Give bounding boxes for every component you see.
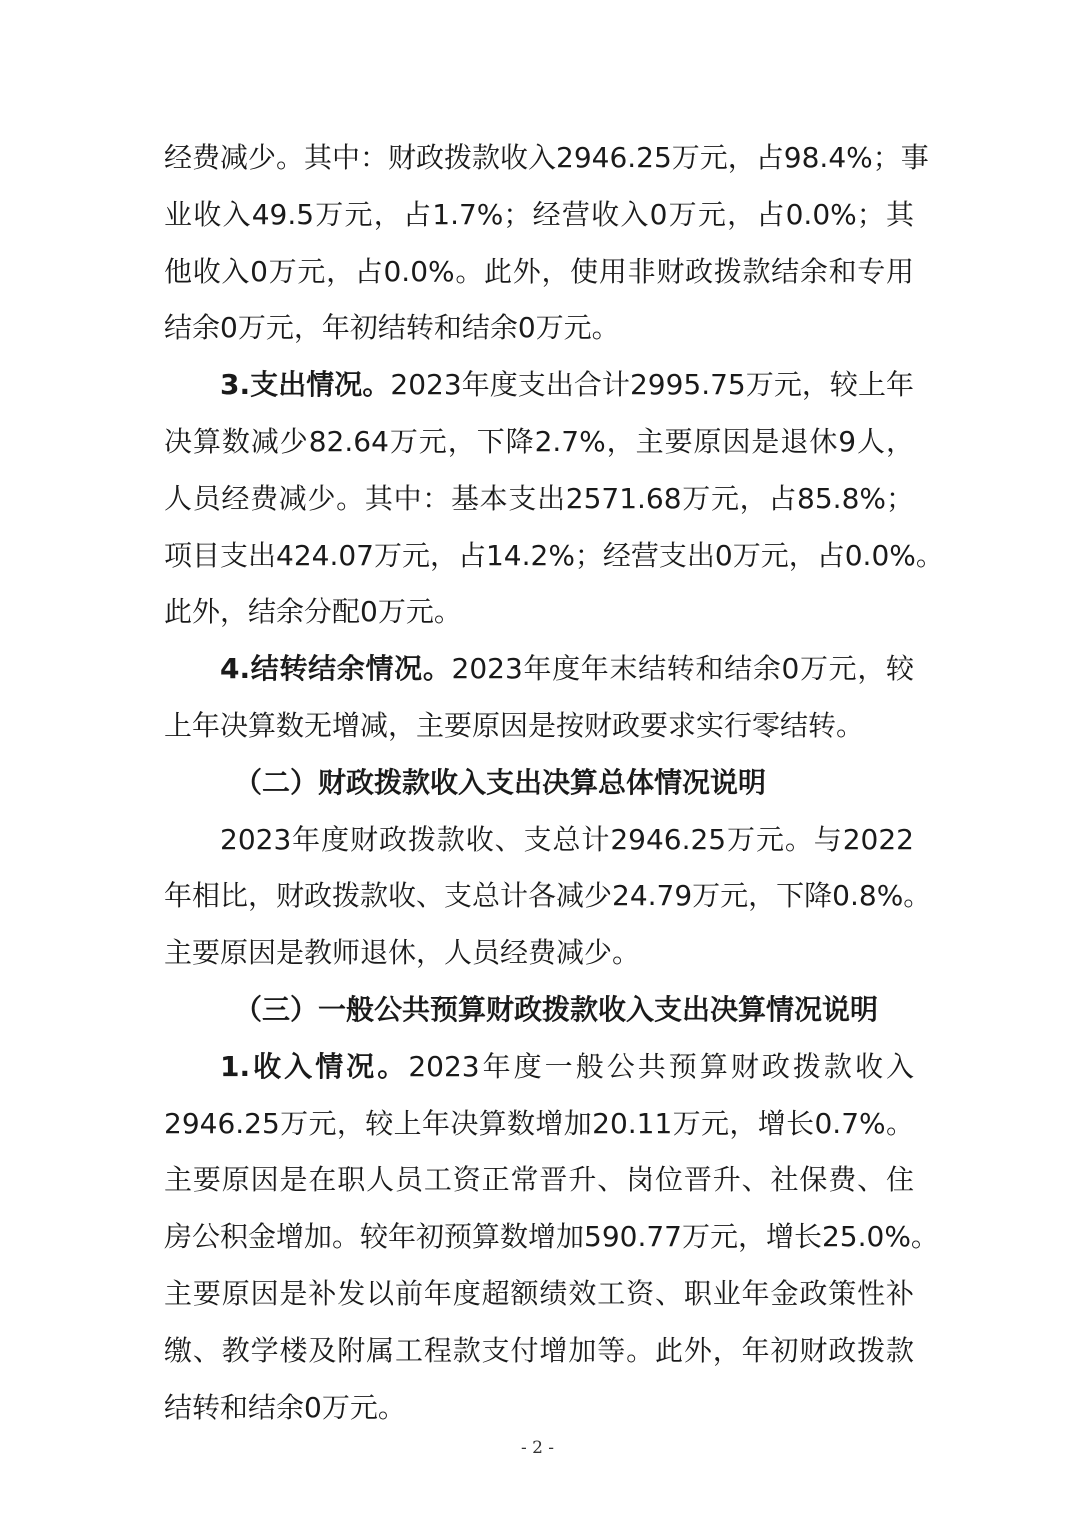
section-heading-3: （三）一般公共预算财政拨款收入支出决算情况说明 — [234, 992, 879, 1026]
text-line: 房公积金增加。较年初预算数增加590.77万元，增长25.0%。 — [164, 1220, 939, 1254]
text-run: 2023年度一般公共预算财政拨款收入 — [408, 1049, 914, 1083]
section-heading-2: （二）财政拨款收入支出决算总体情况说明 — [234, 765, 767, 799]
paragraph-expenditure — [164, 357, 944, 641]
text-line: 业收入49.5万元，占1.7%；经营收入0万元，占0.0%；其 — [164, 197, 914, 231]
paragraph-general-budget-income — [164, 1039, 939, 1437]
text-line — [164, 641, 914, 698]
text-line: 经费减少。其中：财政拨款收入2946.25万元，占98.4%；事 — [164, 141, 929, 174]
text-run: 2023年度支出合计2995.75万元，较上年 — [390, 368, 915, 402]
document-body — [164, 130, 944, 1436]
text-line: 此外，结余分配0万元。 — [164, 595, 462, 629]
section-title: 4.结转结余情况。 — [220, 652, 452, 686]
text-line: 年相比，财政拨款收、支总计各减少24.79万元，下降0.8%。 — [164, 879, 932, 913]
paragraph-income-breakdown — [164, 130, 929, 357]
text-line: 结转和结余0万元。 — [164, 1390, 406, 1424]
paragraph-fiscal-total — [164, 812, 932, 982]
text-line: 缴、教学楼及附属工程款支付增加等。此外，年初财政拨款 — [164, 1333, 914, 1367]
text-line — [164, 357, 914, 414]
text-line: 项目支出424.07万元，占14.2%；经营支出0万元，占0.0%。 — [164, 538, 944, 572]
section-title: 3.支出情况。 — [220, 368, 391, 402]
section-title: 1.收入情况。 — [220, 1049, 409, 1083]
paragraph-carryover — [164, 641, 914, 755]
text-line: 决算数减少82.64万元，下降2.7%，主要原因是退休9人， — [164, 424, 914, 458]
page-number: - 2 - — [520, 1438, 555, 1458]
text-line: 主要原因是在职人员工资正常晋升、岗位晋升、社保费、住 — [164, 1163, 914, 1197]
text-line — [164, 1039, 914, 1096]
text-line: 人员经费减少。其中：基本支出2571.68万元，占85.8%； — [164, 481, 914, 515]
text-line: 2023年度财政拨款收、支总计2946.25万元。与2022 — [220, 822, 914, 856]
text-line: 2946.25万元，较上年决算数增加20.11万元，增长0.7%。 — [164, 1106, 914, 1140]
text-line: 主要原因是教师退休，人员经费减少。 — [164, 936, 641, 970]
text-line: 主要原因是补发以前年度超额绩效工资、职业年金政策性补 — [164, 1276, 914, 1310]
text-line: 结余0万元，年初结转和结余0万元。 — [164, 311, 620, 345]
text-line: 他收入0万元，占0.0%。此外，使用非财政拨款结余和专用 — [164, 254, 914, 288]
text-line: 上年决算数无增减，主要原因是按财政要求实行零结转。 — [164, 708, 865, 742]
text-run: 2023年度年末结转和结余0万元，较 — [451, 652, 915, 686]
